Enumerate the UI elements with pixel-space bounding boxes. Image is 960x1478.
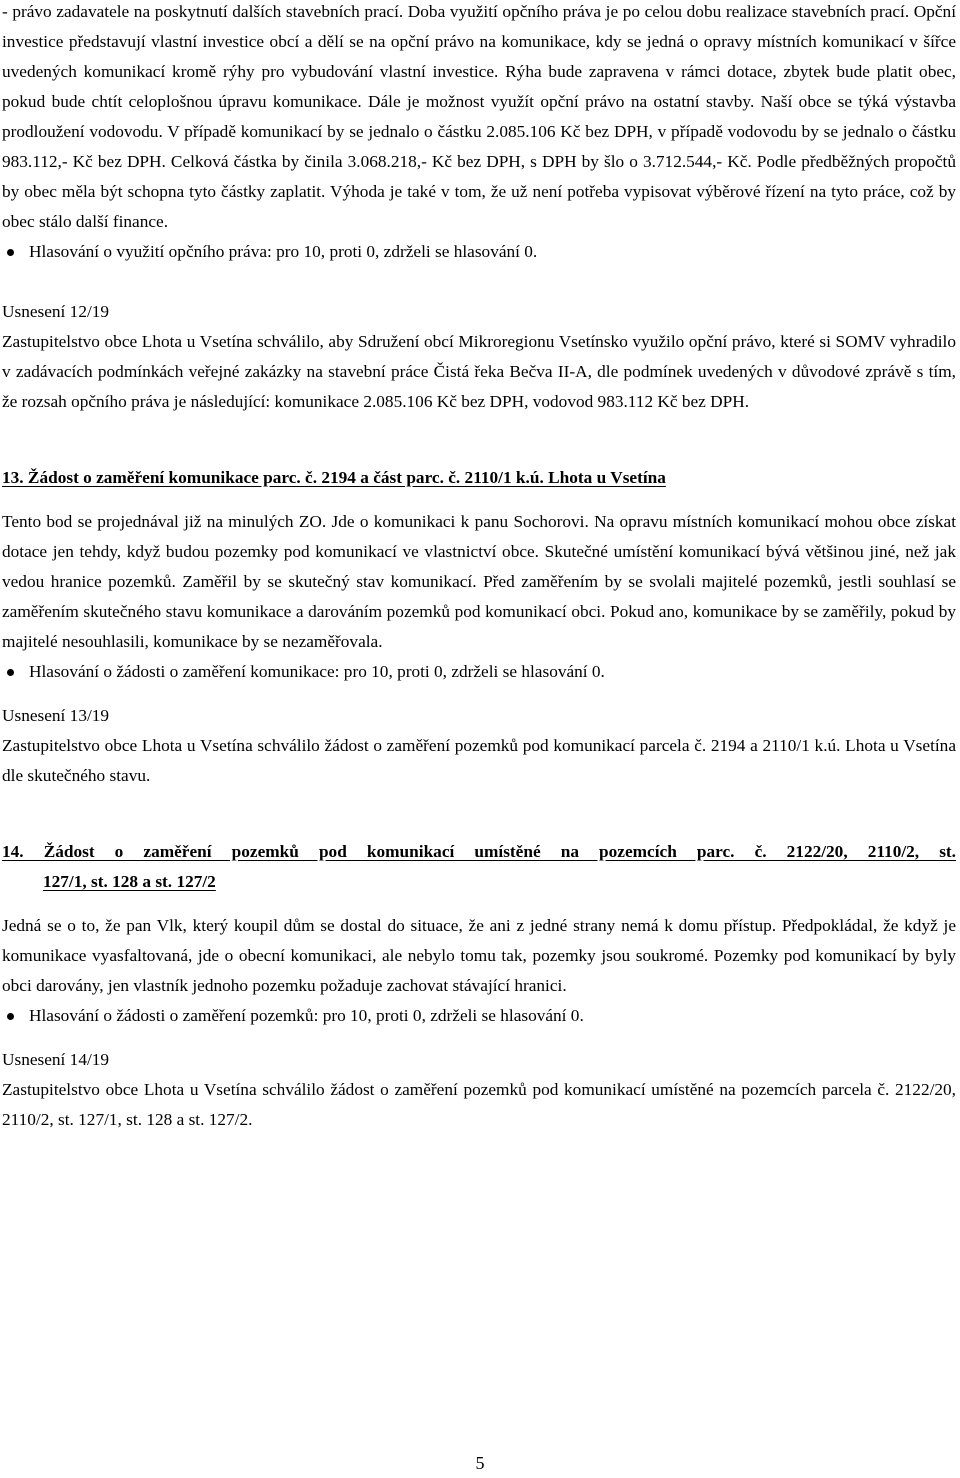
vote-text: Hlasování o žádosti o zaměření komunikace: pro 10, proti 0, zdrželi se hlasování 0. [29,662,605,681]
vote-text: Hlasování o využití opčního práva: pro 10, proti 0, zdrželi se hlasování 0. [29,242,538,261]
intro-paragraph: - právo zadavatele na poskytnutí dalších stavebních prací. Doba využití opčního práva je po celou dobu realizace stavebních prací. Opční investice představují vlastní investice obcí a dělí se na opční právo na komunikace, kdy se jedná o opravy místních komunikací v šířce uvedených komunikací kromě rýhy pro vybudování vlastní investice. Rýha bude zapravena v rámci dotace, zbytek bude platit obec, pokud bude chtít celoplošnou úpravu komunikace. Dále je možnost využít opční právo na ostatní stavby. Naší obce se týká výstavba prodloužení vodovodu. V případě komunikací by se jednalo o částku 2.085.106 Kč bez DPH, v případě vodovodu by se jednalo o částku 983.112,- Kč bez DPH. Celková částka by činila 3.068.218,- Kč bez DPH, s DPH by šlo o 3.712.544,- Kč. Podle předběžných propočtů by obec měla být schopna tyto částky zaplatit. Výhoda je také v tom, že už není potřeba vypisovat výběrové řízení na tyto práce, což by obec stálo další finance. [2,2,956,231]
vote-item [2,657,956,687]
resolution-title: Usnesení 14/19 [2,1050,110,1069]
page-number: 5 [475,1453,485,1473]
resolution-text: Zastupitelstvo obce Lhota u Vsetína schválilo žádost o zaměření pozemků pod komunikací umístěné na pozemcích parcela č. 2122/20, 2110/2, st. 127/1, st. 128 a st. 127/2. [2,1080,956,1129]
document-page [2,0,956,1135]
vote-text: Hlasování o žádosti o zaměření pozemků: pro 10, proti 0, zdrželi se hlasování 0. [29,1006,584,1025]
section-paragraph: Jedná se o to, že pan Vlk, který koupil dům se dostal do situace, že ani z jedné strany nemá k domu přístup. Předpokládal, že když je komunikace vyasfaltovaná, jde o obecní komunikaci, ale nebylo tomu tak, pozemky jsou soukromé. Pozemky pod komunikací by byly obci darovány, jen vlastník jednoho pozemku požaduje zachovat stávající hranici. [2,916,956,995]
bullet-icon [7,669,14,676]
bullet-icon [7,1013,14,1020]
bullet-icon [7,249,14,256]
section-heading-line: 127/1, st. 128 a st. 127/2 [43,872,216,891]
section-heading: 13. Žádost o zaměření komunikace parc. č. 2194 a část parc. č. 2110/1 k.ú. Lhota u Vsetína [2,468,666,487]
section-heading [2,837,956,897]
section-heading-line: 14. Žádost o zaměření pozemků pod komunikací umístěné na pozemcích parc. č. 2122/20, 2110/2, st. [2,842,956,861]
vote-item [2,237,956,267]
resolution-text: Zastupitelstvo obce Lhota u Vsetína schválilo, aby Sdružení obcí Mikroregionu Vsetínsko využilo opční právo, které si SOMV vyhradilo v zadávacích podmínkách veřejné zakázky na stavební práce Čistá řeka Bečva II-A, dle podmínek uvedených v důvodové zprávě s tím, že rozsah opčního práva je následující: komunikace 2.085.106 Kč bez DPH, vodovod 983.112 Kč bez DPH. [2,332,956,411]
section-paragraph: Tento bod se projednával již na minulých ZO. Jde o komunikaci k panu Sochorovi. Na opravu místních komunikací mohou obce získat dotace jen tehdy, když budou pozemky pod komunikací ve vlastnictví obce. Skutečné umístění komunikací bývá většinou jiné, než jak vedou hranice pozemků. Zaměřil by se skutečný stav komunikací. Před zaměřením by se svolali majitelé pozemků, jestli souhlasí se zaměřením skutečného stavu komunikace a darováním pozemků pod komunikací obci. Pokud ano, komunikace by se zaměřily, pokud by majitelé nesouhlasili, komunikace by se nezaměřovala. [2,512,956,651]
vote-item [2,1001,956,1031]
resolution-title: Usnesení 13/19 [2,706,110,725]
resolution-text: Zastupitelstvo obce Lhota u Vsetína schválilo žádost o zaměření pozemků pod komunikací parcela č. 2194 a 2110/1 k.ú. Lhota u Vsetína dle skutečného stavu. [2,736,956,785]
resolution-title: Usnesení 12/19 [2,302,110,321]
